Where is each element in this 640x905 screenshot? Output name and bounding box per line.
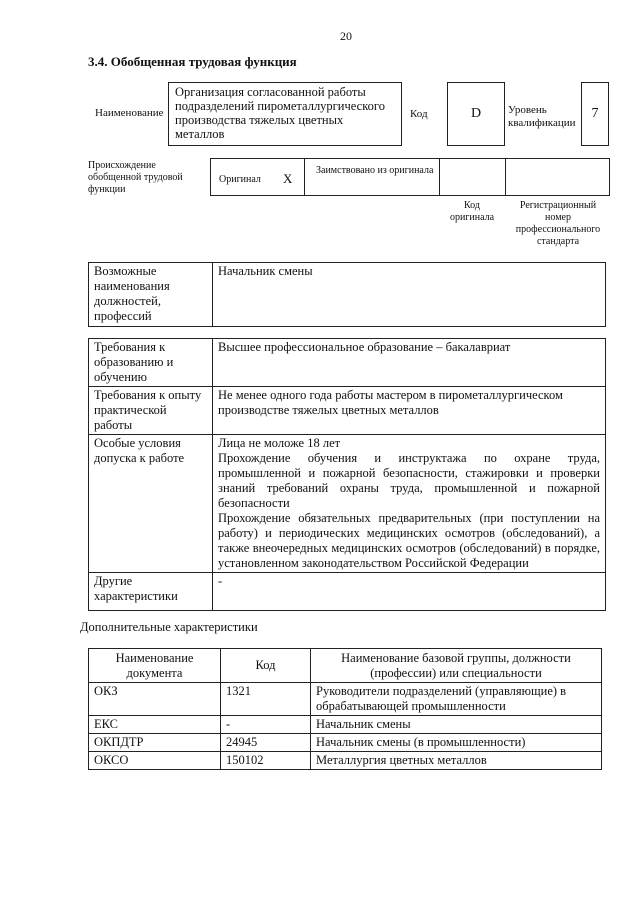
additional-title: Дополнительные характеристики	[80, 620, 258, 634]
table-row	[89, 683, 602, 716]
positions-table	[88, 262, 606, 327]
table-row	[89, 734, 602, 752]
experience-value: Не менее одного года работы мастером в пирометаллургическом производстве тяжелых цветных металлов	[213, 387, 606, 435]
table-row	[89, 752, 602, 770]
col-name-header: Наименование базовой группы, должности (профессии) или специальности	[311, 649, 602, 683]
condition-line: Прохождение обязательных предварительных (при поступлении на работу) и периодических медицинских осмотров (обследований), а также внеочередных медицинских осмотров (обследований) в порядке, установленном законодательством Российской Федерации	[218, 511, 600, 570]
origin-table	[210, 158, 610, 196]
cell-code: 150102	[221, 752, 311, 770]
cell-doc: ОКЗ	[89, 683, 221, 716]
additional-table	[88, 648, 602, 770]
name-label: Наименование	[95, 107, 164, 119]
cell-doc: ОКПДТР	[89, 734, 221, 752]
original-mark: X	[283, 171, 293, 186]
cell-code: 24945	[221, 734, 311, 752]
reg-caption: Регистрационный номер профессионального стандарта	[515, 200, 601, 247]
requirements-table	[88, 338, 606, 611]
borrowed-label: Заимствовано из оригинала	[316, 165, 434, 176]
code-label: Код	[410, 108, 428, 120]
code-caption: Код оригинала	[449, 200, 495, 223]
positions-value: Начальник смены	[213, 263, 606, 327]
col-doc-header: Наименование документа	[89, 649, 221, 683]
code-value: D	[447, 82, 505, 146]
condition-line: Прохождение обучения и инструктажа по охране труда, промышленной и пожарной безопасности, стажировки и проверки знаний требований охраны труда, промышленной и пожарной безопасности	[218, 451, 600, 510]
cell-doc: ЕКС	[89, 716, 221, 734]
condition-line: Лица не моложе 18 лет	[218, 436, 341, 450]
section-title: 3.4. Обобщенная трудовая функция	[88, 54, 297, 69]
cell-name: Начальник смены	[311, 716, 602, 734]
cell-name: Начальник смены (в промышленности)	[311, 734, 602, 752]
cell-doc: ОКСО	[89, 752, 221, 770]
level-label: Уровень квалификации	[508, 104, 576, 129]
positions-label: Возможные наименования должностей, профессий	[89, 263, 213, 327]
col-code-header: Код	[221, 649, 311, 683]
table-row	[89, 716, 602, 734]
education-label: Требования к образованию и обучению	[89, 339, 213, 387]
cell-code: -	[221, 716, 311, 734]
conditions-value	[213, 435, 606, 573]
other-value: -	[213, 573, 606, 611]
origin-label: Происхождение обобщенной трудовой функции	[88, 160, 183, 195]
other-label: Другие характеристики	[89, 573, 213, 611]
cell-code: 1321	[221, 683, 311, 716]
function-name: Организация согласованной работы подразделений пирометаллургического производства тяжелых цветных металлов	[168, 82, 402, 146]
page-number: 20	[340, 29, 352, 43]
experience-label: Требования к опыту практической работы	[89, 387, 213, 435]
level-value: 7	[581, 82, 609, 146]
original-label: Оригинал	[219, 174, 261, 185]
conditions-label: Особые условия допуска к работе	[89, 435, 213, 573]
cell-name: Руководители подразделений (управляющие) в обрабатывающей промышленности	[311, 683, 602, 716]
education-value: Высшее профессиональное образование – бакалавриат	[213, 339, 606, 387]
cell-name: Металлургия цветных металлов	[311, 752, 602, 770]
